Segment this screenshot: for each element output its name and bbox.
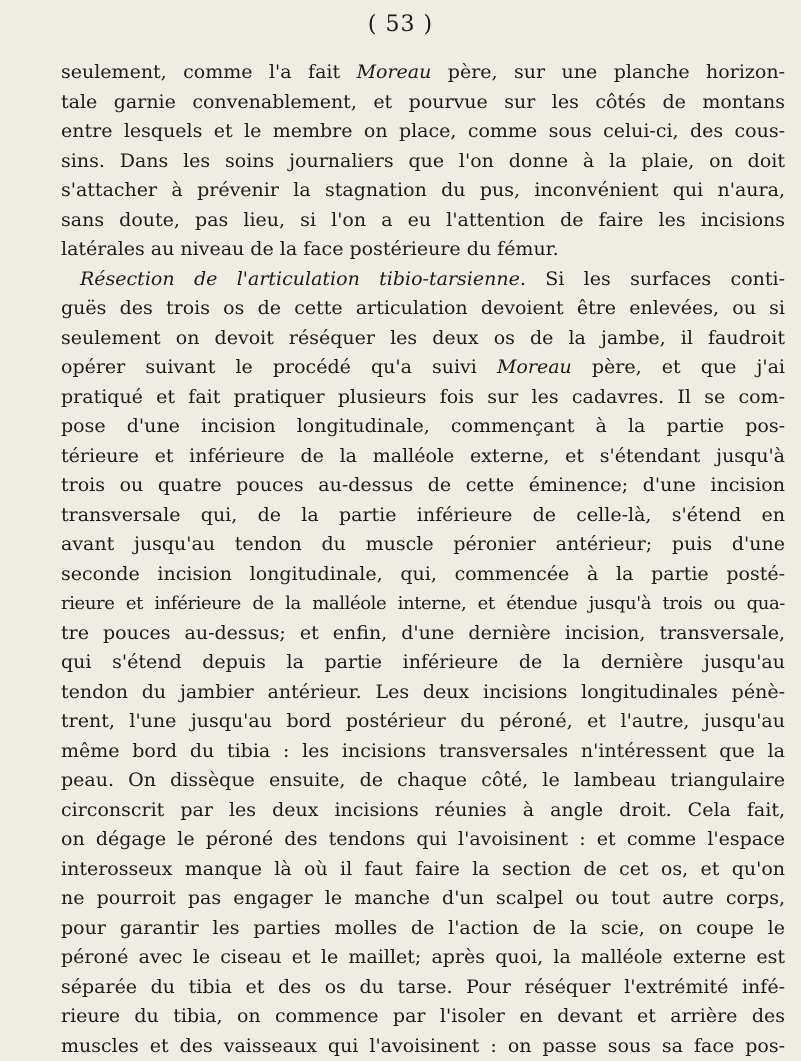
- text-line-22: tendon du jambier antérieur. Les deux incisions longitudinales pénè-: [61, 678, 785, 708]
- text-line-34: muscles et des vaisseaux qui l'avoisinent : on passe sous sa face pos-: [61, 1032, 785, 1061]
- text-line-31: péroné avec le ciseau et le maillet; après quoi, la malléole externe est: [61, 943, 785, 973]
- text-line-3: entre lesquels et le membre on place, comme sous celui-ci, des cous-: [61, 117, 785, 147]
- body-text: [61, 58, 785, 1061]
- text-line-19: rieure et inférieure de la malléole interne, et étendue jusqu'à trois ou qua-: [61, 589, 785, 619]
- text-line-2: tale garnie convenablement, et pourvue sur les côtés de montans: [61, 88, 785, 118]
- text-line-32: séparée du tibia et des os du tarse. Pour réséquer l'extrémité infé-: [61, 973, 785, 1003]
- text-line-27: on dégage le péroné des tendons qui l'avoisinent : et comme l'espace: [61, 825, 785, 855]
- text-line-11: opérer suivant le procédé qu'a suivi Moreau père, et que j'ai: [61, 353, 785, 383]
- text-line-15: trois ou quatre pouces au-dessus de cette éminence; d'une incision: [61, 471, 785, 501]
- text-line-5: s'attacher à prévenir la stagnation du pus, inconvénient qui n'aura,: [61, 176, 785, 206]
- text-line-10: seulement on devoit réséquer les deux os de la jambe, il faudroit: [61, 324, 785, 354]
- text-line-7: latérales au niveau de la face postérieure du fémur.: [61, 235, 785, 265]
- page-number: ( 53 ): [0, 12, 801, 37]
- text-line-21: qui s'étend depuis la partie inférieure de la dernière jusqu'au: [61, 648, 785, 678]
- italic-name: Moreau: [357, 61, 432, 83]
- text-line-26: circonscrit par les deux incisions réunies à angle droit. Cela fait,: [61, 796, 785, 826]
- text-line-13: pose d'une incision longitudinale, commençant à la partie pos-: [61, 412, 785, 442]
- text-line-25: peau. On dissèque ensuite, de chaque côté, le lambeau triangulaire: [61, 766, 785, 796]
- text-line-29: ne pourroit pas engager le manche d'un scalpel ou tout autre corps,: [61, 884, 785, 914]
- text-line-14: térieure et inférieure de la malléole externe, et s'étendant jusqu'à: [61, 442, 785, 472]
- text-line-20: tre pouces au-dessus; et enfin, d'une dernière incision, transversale,: [61, 619, 785, 649]
- text-line-6: sans doute, pas lieu, si l'on a eu l'attention de faire les incisions: [61, 206, 785, 236]
- text-line-16: transversale qui, de la partie inférieure de celle-là, s'étend en: [61, 501, 785, 531]
- text-line-1: seulement, comme l'a fait Moreau père, sur une planche horizon-: [61, 58, 785, 88]
- text-line-18: seconde incision longitudinale, qui, commencée à la partie posté-: [61, 560, 785, 590]
- text-line-12: pratiqué et fait pratiquer plusieurs fois sur les cadavres. Il se com-: [61, 383, 785, 413]
- text-line-8: Résection de l'articulation tibio-tarsienne. Si les surfaces conti-: [61, 265, 785, 295]
- text-line-23: trent, l'une jusqu'au bord postérieur du péroné, et l'autre, jusqu'au: [61, 707, 785, 737]
- section-heading: Résection de l'articulation tibio-tarsienne.: [80, 268, 526, 290]
- text-line-17: avant jusqu'au tendon du muscle péronier antérieur; puis d'une: [61, 530, 785, 560]
- italic-name: Moreau: [497, 356, 572, 378]
- text-line-28: interosseux manque là où il faut faire la section de cet os, et qu'on: [61, 855, 785, 885]
- text-line-30: pour garantir les parties molles de l'action de la scie, on coupe le: [61, 914, 785, 944]
- text-line-33: rieure du tibia, on commence par l'isoler en devant et arrière des: [61, 1002, 785, 1032]
- text-line-24: même bord du tibia : les incisions transversales n'intéressent que la: [61, 737, 785, 767]
- text-line-4: sins. Dans les soins journaliers que l'on donne à la plaie, on doit: [61, 147, 785, 177]
- text-line-9: guës des trois os de cette articulation devoient être enlevées, ou si: [61, 294, 785, 324]
